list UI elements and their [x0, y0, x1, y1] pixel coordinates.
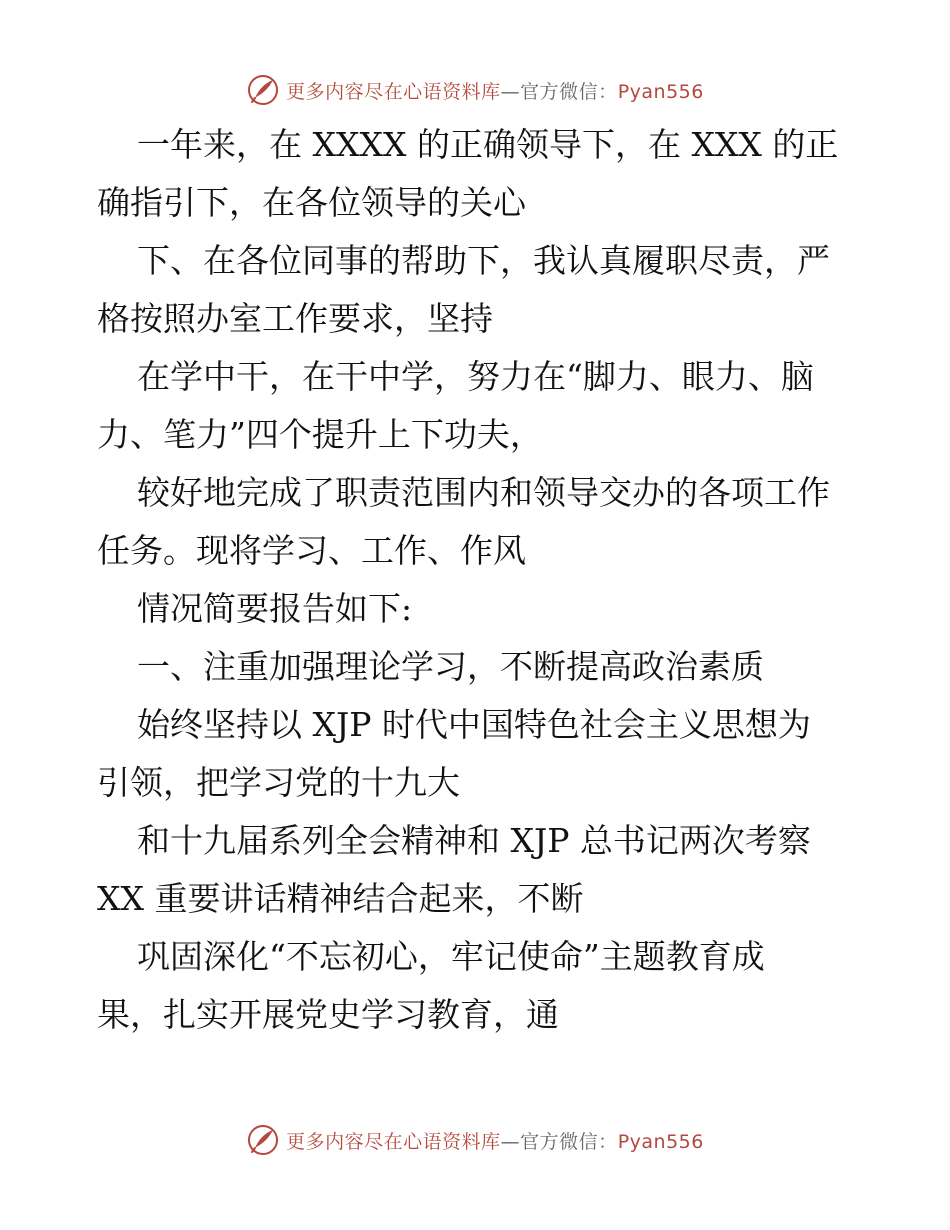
text-line: 情况简要报告如下:: [137, 589, 413, 628]
text-line: 果，扎实开展党史学习教育，通: [97, 995, 559, 1034]
text-line: 力、笔力”四个提升上下功夫，: [97, 415, 543, 454]
header-banner: [0, 70, 950, 110]
banner-dash: —: [500, 1130, 521, 1153]
footer-banner: [0, 1120, 950, 1160]
banner-library-name: 更多内容尽在心语资料库: [286, 1130, 501, 1153]
text-line: 格按照办室工作要求，坚持: [97, 299, 493, 338]
text-line: 确指引下，在各位领导的关心: [97, 183, 526, 222]
text-line: 和十九届系列全会精神和 XJP 总书记两次考察: [137, 821, 811, 860]
banner-text: [286, 77, 704, 104]
text-line: 下、在各位同事的帮助下，我认真履职尽责，严: [137, 241, 830, 280]
text-line: 引领，把学习党的十九大: [97, 763, 460, 802]
banner-wechat-id: Pyan556: [617, 1130, 704, 1153]
banner-wechat-label: 官方微信：: [520, 1130, 618, 1153]
banner-wechat-id: Pyan556: [617, 80, 704, 103]
text-line: 一、注重加强理论学习，不断提高政治素质: [137, 647, 764, 686]
text-line: XX 重要讲话精神结合起来，不断: [97, 879, 584, 918]
banner-dash: —: [500, 80, 521, 103]
banner-library-name: 更多内容尽在心语资料库: [286, 80, 501, 103]
quill-logo-icon: [246, 73, 280, 107]
text-line: 始终坚持以 XJP 时代中国特色社会主义思想为: [137, 705, 811, 744]
text-line: 任务。现将学习、工作、作风: [97, 531, 526, 570]
text-line: 巩固深化“不忘初心，牢记使命”主题教育成: [137, 937, 765, 976]
text-line: 一年来，在 XXXX 的正确领导下，在 XXX 的正: [137, 125, 839, 164]
text-line: 较好地完成了职责范围内和领导交办的各项工作: [137, 473, 830, 512]
document-body: [97, 116, 857, 1044]
text-line: 在学中干，在干中学，努力在“脚力、眼力、脑: [137, 357, 814, 396]
banner-text: [286, 1127, 704, 1154]
banner-wechat-label: 官方微信：: [520, 80, 618, 103]
quill-logo-icon: [246, 1123, 280, 1157]
